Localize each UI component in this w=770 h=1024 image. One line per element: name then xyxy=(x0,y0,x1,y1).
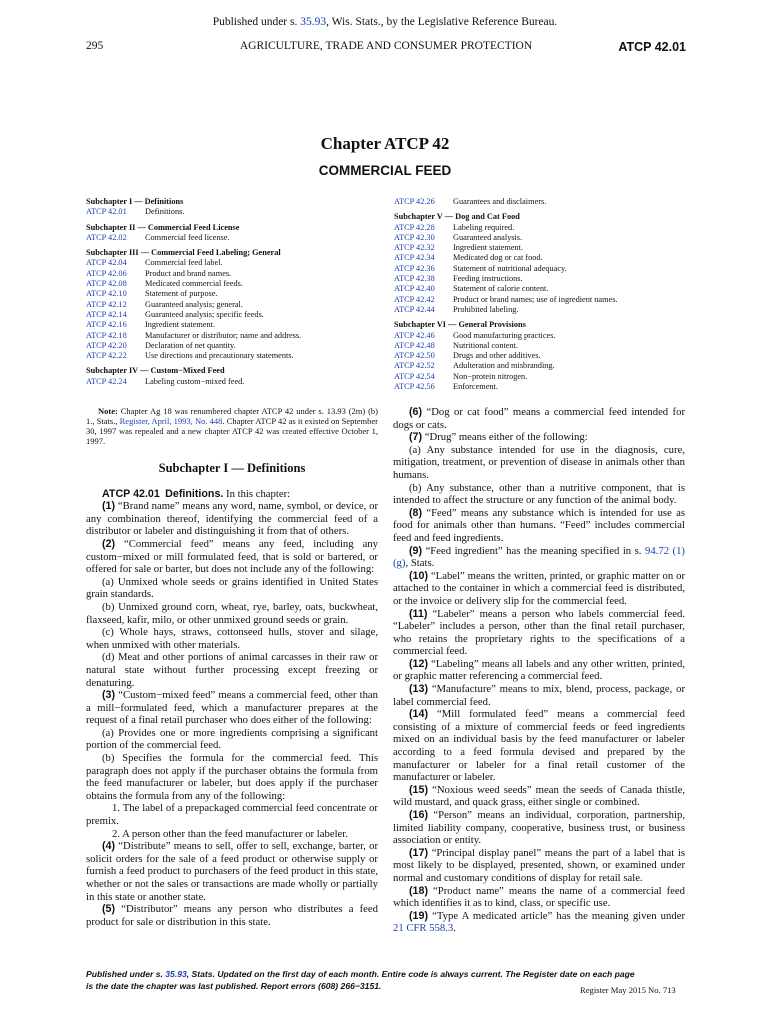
footer-text: , Stats. Updated on the first day of each month. Entire code is always current. The Register date on each page xyxy=(186,969,635,979)
definition-paragraph xyxy=(86,828,378,841)
toc-entry xyxy=(86,341,376,351)
rule-heading xyxy=(86,488,378,501)
toc-caption: Guaranteed analysis; general. xyxy=(145,299,243,309)
toc-section-link[interactable]: ATCP 42.32 xyxy=(394,243,435,253)
toc-subchapter-heading: Subchapter VI — General Provisions xyxy=(394,320,526,330)
subsection-number: (15) xyxy=(409,783,429,796)
toc-section-link[interactable]: ATCP 42.42 xyxy=(394,294,435,304)
register-link[interactable]: Register, April, 1993, No. 448 xyxy=(119,416,223,426)
toc-caption: Good manufacturing practices. xyxy=(453,330,556,340)
toc-entry xyxy=(86,300,376,310)
subsection-number: (8) xyxy=(409,506,423,519)
toc-caption: Enforcement. xyxy=(453,382,498,392)
subsection-number: (7) xyxy=(409,431,423,444)
toc-section-link[interactable]: ATCP 42.46 xyxy=(394,330,435,340)
definition-paragraph xyxy=(393,658,685,683)
paragraph-text: “Type A medicated article” has the meaning given under xyxy=(432,909,686,922)
toc-caption: Feeding instructions. xyxy=(453,274,523,284)
toc-subchapter-heading: Subchapter IV — Custom−Mixed Feed xyxy=(86,366,225,376)
toc-subchapter-heading: Subchapter II — Commercial Feed License xyxy=(86,222,240,232)
toc-caption: Declaration of net quantity. xyxy=(145,340,236,350)
toc-entry xyxy=(86,279,376,289)
toc-caption: Statement of calorie content. xyxy=(453,284,549,294)
toc-entry xyxy=(394,243,694,253)
toc-section-link[interactable]: ATCP 42.12 xyxy=(86,299,127,309)
definition-paragraph xyxy=(86,500,378,538)
toc-entry xyxy=(86,310,376,320)
toc-section-link[interactable]: ATCP 42.30 xyxy=(394,232,435,242)
paragraph-text: “Label” means the written, printed, or graphic matter on or attached to the container in which a commercial feed is distributed, or the invoice or delivery slip for the commercial feed. xyxy=(393,569,686,607)
definition-paragraph xyxy=(393,570,685,608)
toc-caption: Ingredient statement. xyxy=(453,243,524,253)
toc-section-link[interactable]: ATCP 42.36 xyxy=(394,263,435,273)
definition-paragraph xyxy=(86,601,378,626)
toc-entry xyxy=(394,284,694,294)
definition-paragraph xyxy=(393,809,685,847)
definition-paragraph xyxy=(393,708,685,784)
definition-paragraph xyxy=(86,651,378,689)
header-section: ATCP 42.01 xyxy=(618,40,686,54)
toc-section-link[interactable]: ATCP 42.24 xyxy=(86,376,127,386)
toc-caption: Commercial feed label. xyxy=(145,258,223,268)
toc-caption: Guaranteed analysis; specific feeds. xyxy=(145,309,264,319)
paragraph-text: “Principal display panel” means the part of a label that is most likely to be displayed, presented, shown, or examined under normal and customary conditions of display for retail sale. xyxy=(393,846,685,884)
note-text: Chapter Ag 18 was renumbered chapter ATCP 42 under s. 13.93 (2m) (b) 1., Stats., xyxy=(86,406,378,426)
subchapter-heading: Subchapter I — Definitions xyxy=(158,461,306,475)
toc-section-link[interactable]: ATCP 42.06 xyxy=(86,268,127,278)
toc-entry xyxy=(394,361,694,371)
paragraph-text: “Manufacture” means to mix, blend, process, package, or label commercial feed. xyxy=(393,683,686,708)
definition-paragraph xyxy=(86,576,378,601)
notice-text: , Wis. Stats., by the Legislative Reference Bureau. xyxy=(326,16,558,28)
footer-text: Published under s. xyxy=(86,969,166,979)
toc-caption: Adulteration and misbranding. xyxy=(453,361,555,371)
definition-paragraph xyxy=(393,507,685,545)
paragraph-text: “Labeler” means a person who labels commercial feed. “Labeler” includes a person, other than the final retail purchaser, who retains the proprietary rights to the specifications of a commercial feed. xyxy=(393,607,686,658)
toc-section-link[interactable]: ATCP 42.16 xyxy=(86,320,127,330)
note-text: . Chapter ATCP 42 as it existed on September 30, 1997 was repealed and a new chapter ATCP 42 was created effective October 1, 1997. xyxy=(86,416,379,446)
page-number: 295 xyxy=(86,40,104,52)
footer-text: is the date the chapter was last published. Report errors (608) 266−3151. xyxy=(86,981,382,991)
note-label: Note: xyxy=(98,406,118,416)
toc-entry xyxy=(394,331,694,341)
toc-section-link[interactable]: ATCP 42.20 xyxy=(86,340,127,350)
definition-paragraph xyxy=(393,910,685,935)
toc-entry xyxy=(86,331,376,341)
subsection-number: (5) xyxy=(102,903,116,916)
paragraph-text: , Stats. xyxy=(405,557,435,570)
paragraph-text: “Noxious weed seeds” mean the seeds of Canada thistle, wild mustard, and quack grass, either single or combined. xyxy=(393,783,685,809)
paragraph-text: “Product name” means the name of a commercial feed which identifies it as to kind, class, or specific use. xyxy=(393,884,685,910)
toc-section-link[interactable]: ATCP 42.54 xyxy=(394,371,435,381)
toc-caption: Labeling required. xyxy=(453,222,515,232)
definition-paragraph xyxy=(86,903,378,928)
subsection-number: (13) xyxy=(409,683,429,696)
register-date: Register May 2015 No. 713 xyxy=(580,985,676,995)
subsection-number: (11) xyxy=(409,607,428,620)
subsection-number: (4) xyxy=(102,840,116,853)
definition-paragraph xyxy=(393,444,685,482)
toc-entry xyxy=(86,351,376,361)
toc-caption: Definitions. xyxy=(145,207,185,217)
toc-section-link[interactable]: ATCP 42.40 xyxy=(394,284,435,294)
toc-subchapter-heading: Subchapter III — Commercial Feed Labeling; General xyxy=(86,248,281,258)
toc-section-link[interactable]: ATCP 42.10 xyxy=(86,289,127,299)
toc-subchapter-heading: Subchapter I — Definitions xyxy=(86,197,184,206)
toc-caption: Nutritional content. xyxy=(453,340,518,350)
toc-section-link[interactable]: ATCP 42.04 xyxy=(86,258,127,268)
toc-caption: Manufacturer or distributor; name and address. xyxy=(145,330,302,340)
toc-entry xyxy=(394,197,694,207)
left-paragraphs xyxy=(86,500,378,928)
toc-section-link[interactable]: ATCP 42.01 xyxy=(86,207,127,217)
toc-entry xyxy=(394,341,694,351)
left-column xyxy=(86,406,378,928)
toc-entry xyxy=(86,233,376,243)
toc-caption: Non−protein nitrogen. xyxy=(453,371,528,381)
paragraph-text: “Feed” means any substance which is intended for use as food for animals other than humans. “Feed” includes commercial feed and feed ingredients. xyxy=(393,506,685,544)
toc-section-link[interactable]: ATCP 42.48 xyxy=(394,340,435,350)
right-column xyxy=(393,406,685,935)
toc-section-link[interactable]: ATCP 42.18 xyxy=(86,330,127,340)
toc-caption: Ingredient statement. xyxy=(145,320,216,330)
publication-notice xyxy=(0,16,770,28)
subsection-number: (10) xyxy=(409,569,429,582)
toc-caption: Prohibited labeling. xyxy=(453,304,519,314)
toc-section-link[interactable]: ATCP 42.50 xyxy=(394,351,435,361)
paragraph-text: (b) Specifies the formula for the commercial feed. This paragraph does not apply if the purchaser obtains the formula from the feed manufacturer or labeler, but does apply if the purchaser obtains the formula from any of the following: xyxy=(86,752,378,802)
toc-caption: Product and brand names. xyxy=(145,268,232,278)
rule-intro: In this chapter: xyxy=(226,487,291,500)
definition-paragraph xyxy=(86,840,378,903)
subsection-number: (9) xyxy=(409,544,423,557)
toc-caption: Drugs and other additives. xyxy=(453,351,541,361)
citation-link[interactable]: 21 CFR 558.3 xyxy=(393,922,454,935)
toc-entry xyxy=(86,258,376,268)
subsection-number: (19) xyxy=(409,909,429,922)
definition-paragraph xyxy=(393,847,685,885)
toc-caption: Guaranteed analysis. xyxy=(453,232,523,242)
definition-paragraph xyxy=(393,683,685,708)
toc-section-link[interactable]: ATCP 42.28 xyxy=(394,222,435,232)
paragraph-text: (b) Unmixed ground corn, wheat, rye, barley, oats, buckwheat, flaxseed, kafir, milo, or other unmixed ground seeds or grain. xyxy=(86,600,378,626)
paragraph-text: “Drug” means either of the following: xyxy=(424,431,588,444)
paragraph-text: . xyxy=(453,922,456,935)
toc-caption: Medicated dog or cat food. xyxy=(453,253,543,263)
toc-section-link[interactable]: ATCP 42.22 xyxy=(86,351,127,361)
definition-paragraph xyxy=(86,752,378,802)
subsection-number: (16) xyxy=(409,809,429,821)
toc-section-link[interactable]: ATCP 42.56 xyxy=(394,382,435,392)
toc-caption: Use directions and precautionary statements. xyxy=(145,351,294,361)
definition-paragraph xyxy=(393,545,685,570)
toc-section-link[interactable]: ATCP 42.26 xyxy=(394,197,435,206)
toc-right xyxy=(394,197,694,392)
paragraph-text: (a) Unmixed whole seeds or grains identified in United States grain standards. xyxy=(86,575,378,601)
toc-entry xyxy=(394,305,694,315)
definition-paragraph xyxy=(393,608,685,658)
subsection-number: (18) xyxy=(409,884,429,897)
definition-paragraph xyxy=(393,406,685,431)
paragraph-text: (a) Any substance intended for use in the diagnosis, cure, mitigation, treatment, or prevention of disease in animals other than humans. xyxy=(393,443,685,481)
page-footer xyxy=(86,968,635,992)
toc-section-link[interactable]: ATCP 42.08 xyxy=(86,279,127,289)
toc-entry xyxy=(394,253,694,263)
toc-entry xyxy=(86,289,376,299)
toc-section-link[interactable]: ATCP 42.34 xyxy=(394,253,435,263)
paragraph-text: “Person” means an individual, corporation, partnership, limited liability company, cooperative, business trust, or business association or entity. xyxy=(393,809,686,847)
header-title: AGRICULTURE, TRADE AND CONSUMER PROTECTION xyxy=(239,40,533,52)
notice-text: Published under s. xyxy=(212,16,301,28)
definition-paragraph xyxy=(393,482,685,507)
definition-paragraph xyxy=(393,885,685,910)
toc-section-link[interactable]: ATCP 42.02 xyxy=(86,232,127,242)
toc-entry xyxy=(86,207,376,217)
toc-entry xyxy=(86,377,376,387)
toc-entry xyxy=(394,295,694,305)
chapter-subject: COMMERCIAL FEED xyxy=(318,163,452,178)
toc-section-link[interactable]: ATCP 42.52 xyxy=(394,361,435,371)
subsection-number: (17) xyxy=(409,846,429,859)
subsection-number: (1) xyxy=(102,500,116,513)
paragraph-text: 1. The label of a prepackaged commercial feed concentrate or premix. xyxy=(86,802,378,828)
toc-left xyxy=(86,197,376,387)
definition-paragraph xyxy=(86,689,378,727)
paragraph-text: “Feed ingredient” has the meaning specified in s. xyxy=(425,544,645,557)
toc-caption: Medicated commercial feeds. xyxy=(145,279,243,289)
toc-entry xyxy=(86,269,376,279)
toc-entry xyxy=(394,264,694,274)
paragraph-text: (d) Meat and other portions of animal carcasses in their raw or natural state without further processing except freezing or denaturing. xyxy=(86,651,378,689)
toc-caption: Labeling custom−mixed feed. xyxy=(145,376,245,386)
toc-entry xyxy=(394,274,694,284)
paragraph-text: (c) Whole hays, straws, cottonseed hulls, stover and silage, when unmixed with other materials. xyxy=(86,626,378,651)
paragraph-text: “Brand name” means any word, name, symbol, or device, or any combination thereof, identifying the commercial feed of a distributor or labeler and distinguishing it from that of others. xyxy=(86,500,379,538)
paragraph-text: “Labeling” means all labels and any other written, printed, or graphic matter referencing a commercial feed. xyxy=(393,657,686,683)
toc-caption: Statement of purpose. xyxy=(145,289,218,299)
footer-statute-link[interactable]: 35.93 xyxy=(165,969,187,979)
editor-note xyxy=(86,406,378,446)
toc-entry xyxy=(86,320,376,330)
toc-section-link[interactable]: ATCP 42.38 xyxy=(394,274,435,284)
toc-section-link[interactable]: ATCP 42.44 xyxy=(394,304,435,314)
paragraph-text: 2. A person other than the feed manufacturer or labeler. xyxy=(112,827,348,840)
definition-paragraph xyxy=(86,727,378,752)
chapter-title: Chapter ATCP 42 xyxy=(320,134,450,153)
subsection-number: (3) xyxy=(102,689,116,702)
toc-entry xyxy=(394,372,694,382)
toc-caption: Guarantees and disclaimers. xyxy=(453,197,547,206)
statute-link[interactable]: 35.93 xyxy=(300,16,327,28)
paragraph-text: “Mill formulated feed” means a commercial feed consisting of a mixture of commercial feeds or feed ingredients mixed on an individual basis by the feed manufacturer or labeler according to a feed formula devised and prepared by the manufacturer or labeler for a final retail customer of the manufacturer or labeler. xyxy=(393,708,686,784)
rule-section: ATCP 42.01 xyxy=(102,487,160,500)
toc-entry xyxy=(394,351,694,361)
toc-subchapter-heading: Subchapter V — Dog and Cat Food xyxy=(394,212,520,222)
paragraph-text: “Commercial feed” means any feed, including any custom−mixed or mill formulated feed, that is sold or bartered, or offered for sale or barter, but does not include any of the following: xyxy=(86,537,378,576)
paragraph-text: “Dog or cat food” means a commercial feed intended for dogs or cats. xyxy=(393,406,686,431)
definition-paragraph xyxy=(86,538,378,576)
toc-caption: Statement of nutritional adequacy. xyxy=(453,263,567,273)
definition-paragraph xyxy=(86,802,378,827)
paragraph-text: (a) Provides one or more ingredients comprising a significant portion of the commercial feed. xyxy=(86,726,378,752)
paragraph-text: “Distribute” means to sell, offer to sell, exchange, barter, or solicit orders for the sale of a feed product or otherwise supply or furnish a feed product to purchasers of the feed product in this state, whether or not the sales or transactions are made wholly or partially in this state or another state. xyxy=(86,840,378,903)
rule-title: Definitions. xyxy=(165,487,224,500)
citation-link[interactable]: 94.72 (1) (g) xyxy=(393,544,685,570)
definition-paragraph xyxy=(86,626,378,651)
paragraph-text: “Distributor” means any person who distributes a feed product for sale or distribution in this state. xyxy=(86,903,378,928)
definition-paragraph xyxy=(393,784,685,809)
toc-caption: Commercial feed license. xyxy=(145,232,230,242)
toc-entry xyxy=(394,233,694,243)
toc-section-link[interactable]: ATCP 42.14 xyxy=(86,309,127,319)
toc-entry xyxy=(394,223,694,233)
subsection-number: (2) xyxy=(102,537,116,550)
paragraph-text: “Custom−mixed feed” means a commercial feed, other than a mill−formulated feed, which a manufacturer prepares at the request of a final retail purchaser who does either of the following: xyxy=(86,689,379,727)
toc-caption: Product or brand names; use of ingredient names. xyxy=(453,294,618,304)
definition-paragraph xyxy=(393,431,685,444)
subsection-number: (14) xyxy=(409,708,429,721)
subsection-number: (6) xyxy=(409,406,423,418)
toc-entry xyxy=(394,382,694,392)
subsection-number: (12) xyxy=(409,657,429,670)
paragraph-text: (b) Any substance, other than a nutritive component, that is intended to affect the structure or any function of the animal body. xyxy=(393,481,685,507)
